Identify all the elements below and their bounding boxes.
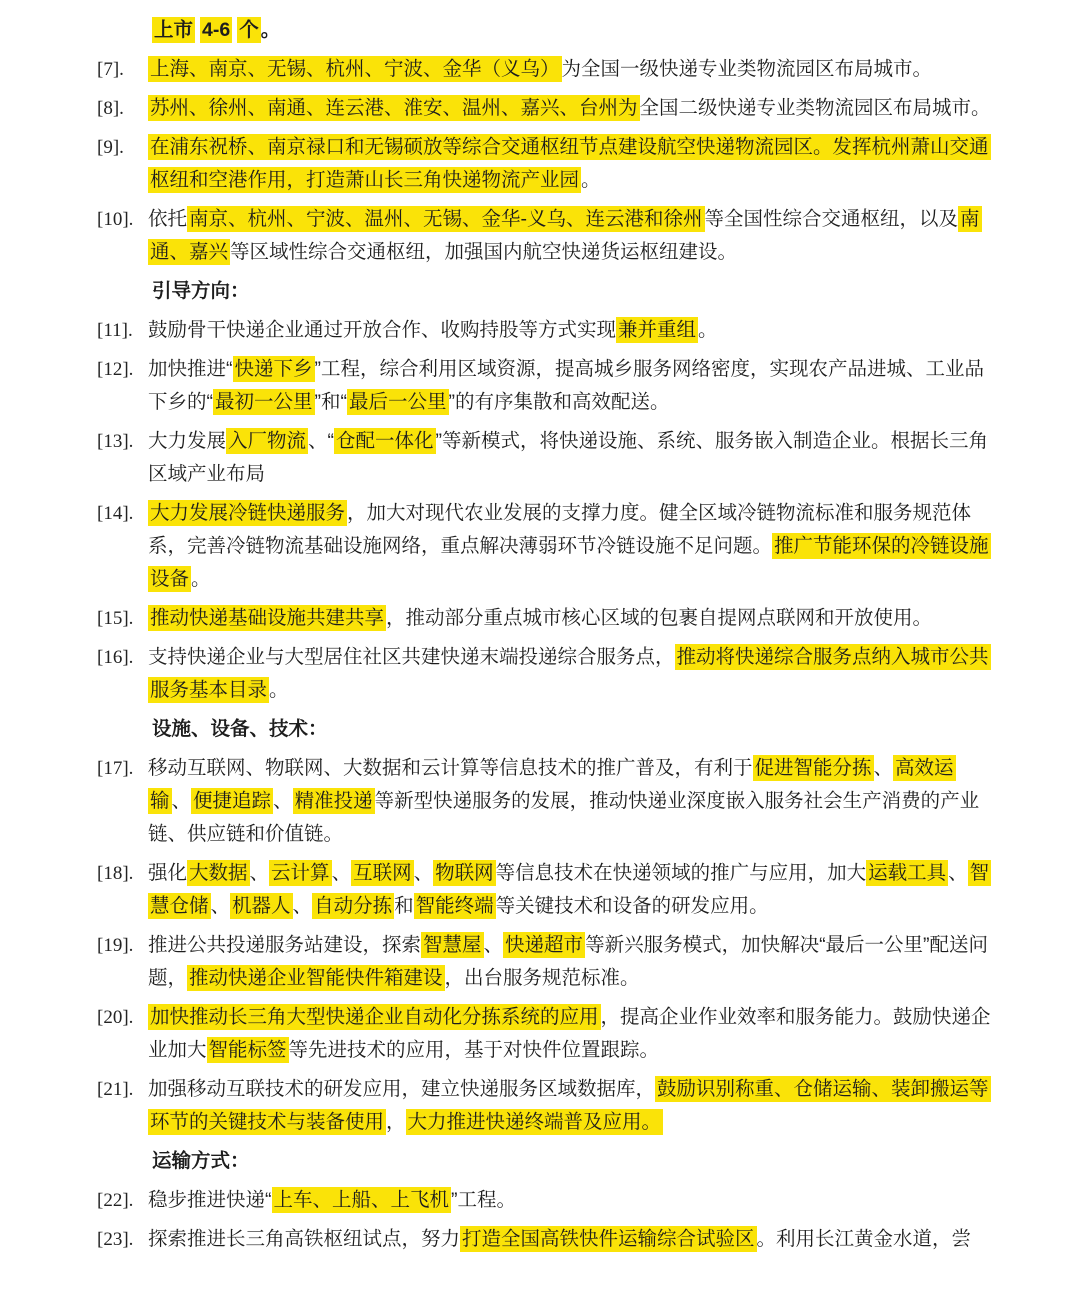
item-number: [16]. bbox=[97, 647, 134, 668]
plain-text: 等新兴服务模式，加快解决“最后一公里”配送问题， bbox=[148, 934, 989, 989]
list-item bbox=[97, 53, 1020, 86]
plain-text: ”的有序集散和高效配送。 bbox=[448, 391, 670, 413]
list-item bbox=[97, 497, 1020, 596]
item-number: [20]. bbox=[97, 1007, 134, 1028]
plain-text: 等信息技术在快递领域的推广与应用，加大 bbox=[495, 862, 867, 884]
plain-text: 。 bbox=[698, 319, 718, 341]
item-text bbox=[148, 1184, 993, 1217]
item-text bbox=[148, 752, 993, 851]
highlighted-text: 大数据 bbox=[189, 862, 248, 884]
highlighted-text: 在浦东祝桥、南京禄口和无锡硕放等综合交通枢纽节点建设航空快递物流园区。发挥杭州萧山交通枢纽和空港作用，打造萧山长三角快递物流产业园 bbox=[150, 136, 989, 191]
section-heading bbox=[97, 713, 1020, 746]
highlighted-text: 大力发展冷链快递服务 bbox=[150, 502, 346, 524]
item-text bbox=[148, 425, 993, 491]
item-text bbox=[148, 203, 993, 269]
plain-text: 等区域性综合交通枢纽，加强国内航空快递货运枢纽建设。 bbox=[230, 241, 738, 263]
plain-text: ”工程，综合利用区域资源，提高城乡服务网络密度，实现农产品进城、工业品下乡的“ bbox=[148, 358, 985, 413]
plain-text: 全国二级快递专业类物流园区布局城市。 bbox=[639, 97, 991, 119]
list-item bbox=[97, 92, 1020, 125]
highlighted-text: 南京、杭州、宁波、温州、无锡、金华-义乌、连云港和徐州 bbox=[189, 208, 703, 230]
document-body bbox=[97, 14, 1020, 1256]
heading-text bbox=[152, 713, 997, 746]
item-text bbox=[148, 1223, 993, 1256]
list-item bbox=[97, 425, 1020, 491]
plain-text: ，出台服务规范标准。 bbox=[444, 967, 640, 989]
list-item bbox=[97, 602, 1020, 635]
highlighted-text: 精准投递 bbox=[294, 790, 373, 812]
item-text bbox=[148, 131, 993, 197]
highlighted-text: 自动分拣 bbox=[314, 895, 393, 917]
heading-text bbox=[152, 275, 997, 308]
list-item bbox=[97, 857, 1020, 923]
plain-text: 、 bbox=[873, 757, 894, 779]
plain-text: 加强移动互联技术的研发应用，建立快递服务区域数据库， bbox=[148, 1078, 656, 1100]
highlighted-text: 上海、南京、无锡、杭州、宁波、金华（义乌） bbox=[150, 58, 560, 80]
plain-text: 强化 bbox=[148, 862, 188, 884]
item-number: [11]. bbox=[97, 320, 133, 341]
plain-text: 移动互联网、物联网、大数据和云计算等信息技术的推广普及，有利于 bbox=[148, 757, 753, 779]
item-text bbox=[148, 353, 993, 419]
highlighted-text: 4-6 bbox=[202, 19, 231, 41]
item-text bbox=[148, 857, 993, 923]
item-text bbox=[148, 53, 993, 86]
plain-text: 等新型快递服务的发展，推动快递业深度嵌入服务社会生产消费的产业链、供应链和价值链。 bbox=[148, 790, 980, 845]
plain-text: 大力发展 bbox=[148, 430, 227, 452]
highlighted-text: 最后一公里 bbox=[349, 391, 447, 413]
highlighted-text: 机器人 bbox=[232, 895, 291, 917]
plain-text: 等先进技术的应用，基于对快件位置跟踪。 bbox=[288, 1039, 660, 1061]
section-heading bbox=[97, 275, 1020, 308]
highlighted-text: 入厂物流 bbox=[228, 430, 307, 452]
item-text bbox=[148, 641, 993, 707]
item-number: [14]. bbox=[97, 503, 134, 524]
item-text bbox=[148, 929, 993, 995]
plain-text: ，推动部分重点城市核心区域的包裹自提网点联网和开放使用。 bbox=[386, 607, 933, 629]
plain-text: 、 bbox=[273, 790, 293, 812]
item-number: [15]. bbox=[97, 608, 134, 629]
plain-text: ”等新模式，将快递设施、系统、服务嵌入制造企业。根据长三角区域产业布局 bbox=[148, 430, 989, 485]
list-item bbox=[97, 131, 1020, 197]
plain-text: ， bbox=[386, 1111, 406, 1133]
highlighted-text: 物联网 bbox=[435, 862, 494, 884]
list-item bbox=[97, 1001, 1020, 1067]
list-item bbox=[97, 203, 1020, 269]
item-number: [8]. bbox=[97, 98, 124, 119]
list-item bbox=[97, 929, 1020, 995]
plain-text: 运输方式： bbox=[152, 1150, 250, 1172]
highlighted-text: 推动快递基础设施共建共享 bbox=[150, 607, 385, 629]
highlighted-text: 促进智能分拣 bbox=[754, 757, 872, 779]
list-item bbox=[97, 314, 1020, 347]
section-heading bbox=[97, 1145, 1020, 1178]
list-item bbox=[97, 1184, 1020, 1217]
item-text bbox=[148, 497, 993, 596]
plain-text: 、 bbox=[948, 862, 968, 884]
plain-text: 、 bbox=[249, 862, 270, 884]
highlighted-text: 互联网 bbox=[353, 862, 412, 884]
plain-text: ，提高企业作业效率和服务能力。鼓励快递企业加大 bbox=[148, 1006, 991, 1061]
plain-text: 、 bbox=[171, 790, 192, 812]
highlighted-text: 推广节能环保的冷链设施设备 bbox=[150, 535, 989, 590]
item-number: [17]. bbox=[97, 758, 134, 779]
list-item bbox=[97, 641, 1020, 707]
highlighted-text: 智慧屋 bbox=[423, 934, 482, 956]
plain-text: 等关键技术和设备的研发应用。 bbox=[495, 895, 769, 917]
item-number: [12]. bbox=[97, 359, 134, 380]
plain-text: 、“ bbox=[308, 430, 335, 452]
highlighted-text: 高效运输 bbox=[150, 757, 954, 812]
highlighted-text: 鼓励识别称重、仓储运输、装卸搬运等环节的关键技术与装备使用 bbox=[150, 1078, 989, 1133]
list-item bbox=[97, 1223, 1020, 1256]
plain-text: 、 bbox=[331, 862, 352, 884]
plain-text: 引导方向： bbox=[152, 280, 250, 302]
highlighted-text: 智慧仓储 bbox=[150, 862, 990, 917]
item-text bbox=[148, 1001, 993, 1067]
highlighted-text: 快递下乡 bbox=[234, 358, 313, 380]
highlighted-text: 苏州、徐州、南通、连云港、淮安、温州、嘉兴、台州为 bbox=[150, 97, 638, 119]
highlighted-text: 仓配一体化 bbox=[336, 430, 434, 452]
highlighted-text: 便捷追踪 bbox=[193, 790, 272, 812]
plain-text: 。 bbox=[581, 169, 601, 191]
highlighted-text: 南通、嘉兴 bbox=[150, 208, 980, 263]
plain-text: 依托 bbox=[148, 208, 188, 230]
plain-text: 等全国性综合交通枢纽，以及 bbox=[704, 208, 959, 230]
plain-text: 探索推进长三角高铁枢纽试点，努力 bbox=[148, 1228, 461, 1250]
list-item bbox=[97, 752, 1020, 851]
plain-text: 稳步推进快递“ bbox=[148, 1189, 272, 1211]
plain-text: 。 bbox=[260, 19, 281, 41]
item-text bbox=[148, 1073, 993, 1139]
heading-text bbox=[152, 1145, 997, 1178]
item-number: [9]. bbox=[97, 137, 124, 158]
item-number: [19]. bbox=[97, 935, 134, 956]
item-text bbox=[148, 92, 993, 125]
plain-text: 设施、设备、技术： bbox=[152, 718, 328, 740]
plain-text: 和 bbox=[394, 895, 414, 917]
plain-text: ，加大对现代农业发展的支撑力度。健全区域冷链物流标准和服务规范体系，完善冷链物流基础设施网络，重点解决薄弱环节冷链设施不足问题。 bbox=[148, 502, 972, 557]
highlighted-text: 打造全国高铁快件运输综合试验区 bbox=[462, 1228, 755, 1250]
highlighted-text: 加快推动长三角大型快递企业自动化分拣系统的应用 bbox=[150, 1006, 599, 1028]
highlighted-text: 快递超市 bbox=[505, 934, 584, 956]
plain-text: ”和“ bbox=[314, 391, 348, 413]
plain-text: ”工程。 bbox=[451, 1189, 517, 1211]
plain-text: 。 bbox=[191, 568, 211, 590]
item-text bbox=[148, 602, 993, 635]
item-number: [13]. bbox=[97, 431, 134, 452]
list-item bbox=[97, 1073, 1020, 1139]
continuation-line bbox=[97, 14, 1020, 47]
plain-text: 、 bbox=[483, 934, 504, 956]
item-text bbox=[152, 14, 997, 47]
plain-text: 推进公共投递服务站建设，探索 bbox=[148, 934, 422, 956]
highlighted-text: 上车、上船、上飞机 bbox=[273, 1189, 450, 1211]
highlighted-text: 兼并重组 bbox=[618, 319, 697, 341]
plain-text: 鼓励骨干快递企业通过开放合作、收购持股等方式实现 bbox=[148, 319, 617, 341]
item-number: [23]. bbox=[97, 1229, 134, 1250]
highlighted-text: 云计算 bbox=[271, 862, 330, 884]
plain-text: 支持快递企业与大型居住社区共建快递末端投递综合服务点， bbox=[148, 646, 675, 668]
item-number: [7]. bbox=[97, 59, 124, 80]
list-item bbox=[97, 353, 1020, 419]
highlighted-text: 大力推进快递终端普及应用。 bbox=[407, 1111, 662, 1133]
item-number: [18]. bbox=[97, 863, 134, 884]
highlighted-text: 上市 bbox=[154, 19, 194, 41]
item-number: [22]. bbox=[97, 1190, 134, 1211]
plain-text: 、 bbox=[210, 895, 231, 917]
highlighted-text: 个 bbox=[239, 19, 259, 41]
highlighted-text: 最初一公里 bbox=[215, 391, 313, 413]
item-text bbox=[148, 314, 993, 347]
highlighted-text: 智能标签 bbox=[208, 1039, 287, 1061]
plain-text: 。 bbox=[269, 679, 289, 701]
highlighted-text: 智能终端 bbox=[415, 895, 494, 917]
item-number: [10]. bbox=[97, 209, 134, 230]
item-number: [21]. bbox=[97, 1079, 134, 1100]
plain-text: 、 bbox=[413, 862, 434, 884]
plain-text: 、 bbox=[292, 895, 313, 917]
highlighted-text: 推动将快递综合服务点纳入城市公共服务基本目录 bbox=[150, 646, 989, 701]
plain-text: 加快推进“ bbox=[148, 358, 233, 380]
plain-text: 为全国一级快递专业类物流园区布局城市。 bbox=[561, 58, 933, 80]
highlighted-text: 推动快递企业智能快件箱建设 bbox=[189, 967, 443, 989]
highlighted-text: 运载工具 bbox=[868, 862, 947, 884]
plain-text: 。利用长江黄金水道，尝 bbox=[756, 1228, 972, 1250]
